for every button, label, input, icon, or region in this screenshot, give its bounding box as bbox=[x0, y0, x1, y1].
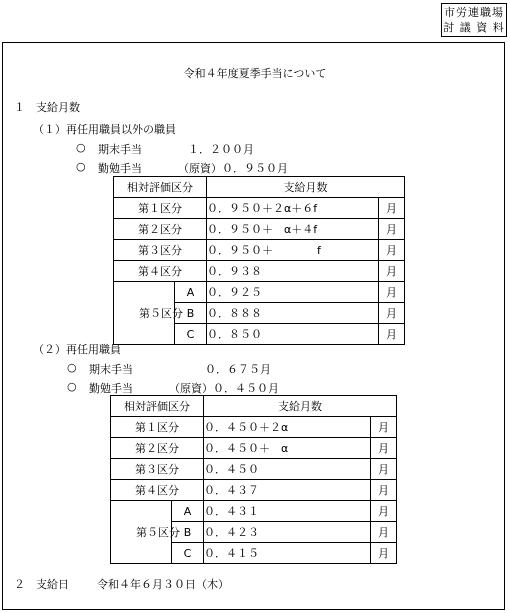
row-category: 第４区分 bbox=[114, 261, 207, 282]
stamp-line-1: 市労連職場 bbox=[444, 6, 504, 19]
end-allowance-value: １．２００月 bbox=[188, 143, 254, 156]
row-value: ０．４３７ bbox=[204, 480, 371, 501]
end-allowance-label: 期末手当 bbox=[98, 143, 142, 156]
group5-value: ０．８８８ bbox=[207, 303, 379, 324]
group5-value: ０．４１５ bbox=[204, 543, 371, 564]
group5-value: ０．４３１ bbox=[204, 501, 371, 522]
header-months: 支給月数 bbox=[207, 177, 405, 198]
group5-category: 第５区分 bbox=[111, 501, 172, 564]
row-value: ０．９３８ bbox=[207, 261, 379, 282]
group5-sub: B bbox=[175, 303, 207, 324]
bullet-mark: ○ bbox=[76, 160, 86, 173]
row-category: 第１区分 bbox=[114, 198, 207, 219]
end-allowance-value: ０．６７５月 bbox=[205, 363, 271, 376]
bullet-mark: ○ bbox=[67, 380, 77, 393]
row-unit: 月 bbox=[379, 261, 405, 282]
diligence-allowance-label: 勤勉手当 bbox=[98, 162, 142, 175]
row-value: ０．４５０＋ α bbox=[204, 438, 371, 459]
row-value: ０．４５０＋２α bbox=[204, 417, 371, 438]
sub2-months-table bbox=[110, 395, 397, 564]
diligence-allowance-value: （原資）０．９５０月 bbox=[178, 162, 288, 175]
row-unit: 月 bbox=[379, 282, 405, 303]
bullet-mark: ○ bbox=[76, 141, 86, 154]
diligence-allowance-label: 勤勉手当 bbox=[89, 382, 133, 395]
header-category: 相対評価区分 bbox=[114, 177, 207, 198]
document-title: 令和４年度夏季手当について bbox=[183, 67, 327, 80]
row-category: 第３区分 bbox=[114, 240, 207, 261]
group5-sub: A bbox=[175, 282, 207, 303]
discussion-material-stamp bbox=[441, 3, 507, 37]
group5-sub: C bbox=[172, 543, 204, 564]
payment-date: 令和４年６月３０日（木） bbox=[97, 578, 229, 591]
row-unit: 月 bbox=[371, 543, 397, 564]
row-value: ０．９５０＋ f bbox=[207, 240, 379, 261]
sub1-months-table bbox=[113, 176, 405, 345]
row-category: 第４区分 bbox=[111, 480, 204, 501]
row-unit: 月 bbox=[371, 480, 397, 501]
row-category: 第２区分 bbox=[111, 438, 204, 459]
section1-heading: １ 支給月数 bbox=[14, 101, 80, 114]
row-unit: 月 bbox=[379, 324, 405, 345]
section1-sub1-heading: （１）再任用職員以外の職員 bbox=[33, 123, 176, 136]
row-value: ０．９５０＋ α＋４f bbox=[207, 219, 379, 240]
group5-sub: B bbox=[172, 522, 204, 543]
row-unit: 月 bbox=[371, 438, 397, 459]
section2-heading: ２ 支給日 bbox=[14, 578, 69, 591]
row-value: ０．４５０ bbox=[204, 459, 371, 480]
row-category: 第１区分 bbox=[111, 417, 204, 438]
row-unit: 月 bbox=[371, 522, 397, 543]
row-value: ０．９５０＋２α＋６f bbox=[207, 198, 379, 219]
header-category: 相対評価区分 bbox=[111, 396, 204, 417]
row-unit: 月 bbox=[379, 198, 405, 219]
row-unit: 月 bbox=[371, 417, 397, 438]
group5-category: 第５区分 bbox=[114, 282, 175, 345]
group5-value: ０．９２５ bbox=[207, 282, 379, 303]
group5-value: ０．４２３ bbox=[204, 522, 371, 543]
row-unit: 月 bbox=[379, 303, 405, 324]
group5-value: ０．８５０ bbox=[207, 324, 379, 345]
row-unit: 月 bbox=[371, 459, 397, 480]
bullet-mark: ○ bbox=[67, 361, 77, 374]
group5-sub: C bbox=[175, 324, 207, 345]
row-category: 第３区分 bbox=[111, 459, 204, 480]
row-unit: 月 bbox=[371, 501, 397, 522]
row-unit: 月 bbox=[379, 240, 405, 261]
row-category: 第２区分 bbox=[114, 219, 207, 240]
row-unit: 月 bbox=[379, 219, 405, 240]
header-months: 支給月数 bbox=[204, 396, 397, 417]
end-allowance-label: 期末手当 bbox=[89, 363, 133, 376]
section1-sub2-heading: （２）再任用職員 bbox=[33, 343, 121, 356]
group5-sub: A bbox=[172, 501, 204, 522]
diligence-allowance-value: （原資）０．４５０月 bbox=[169, 382, 279, 395]
stamp-line-2: 討 議 資 料 bbox=[443, 21, 505, 34]
